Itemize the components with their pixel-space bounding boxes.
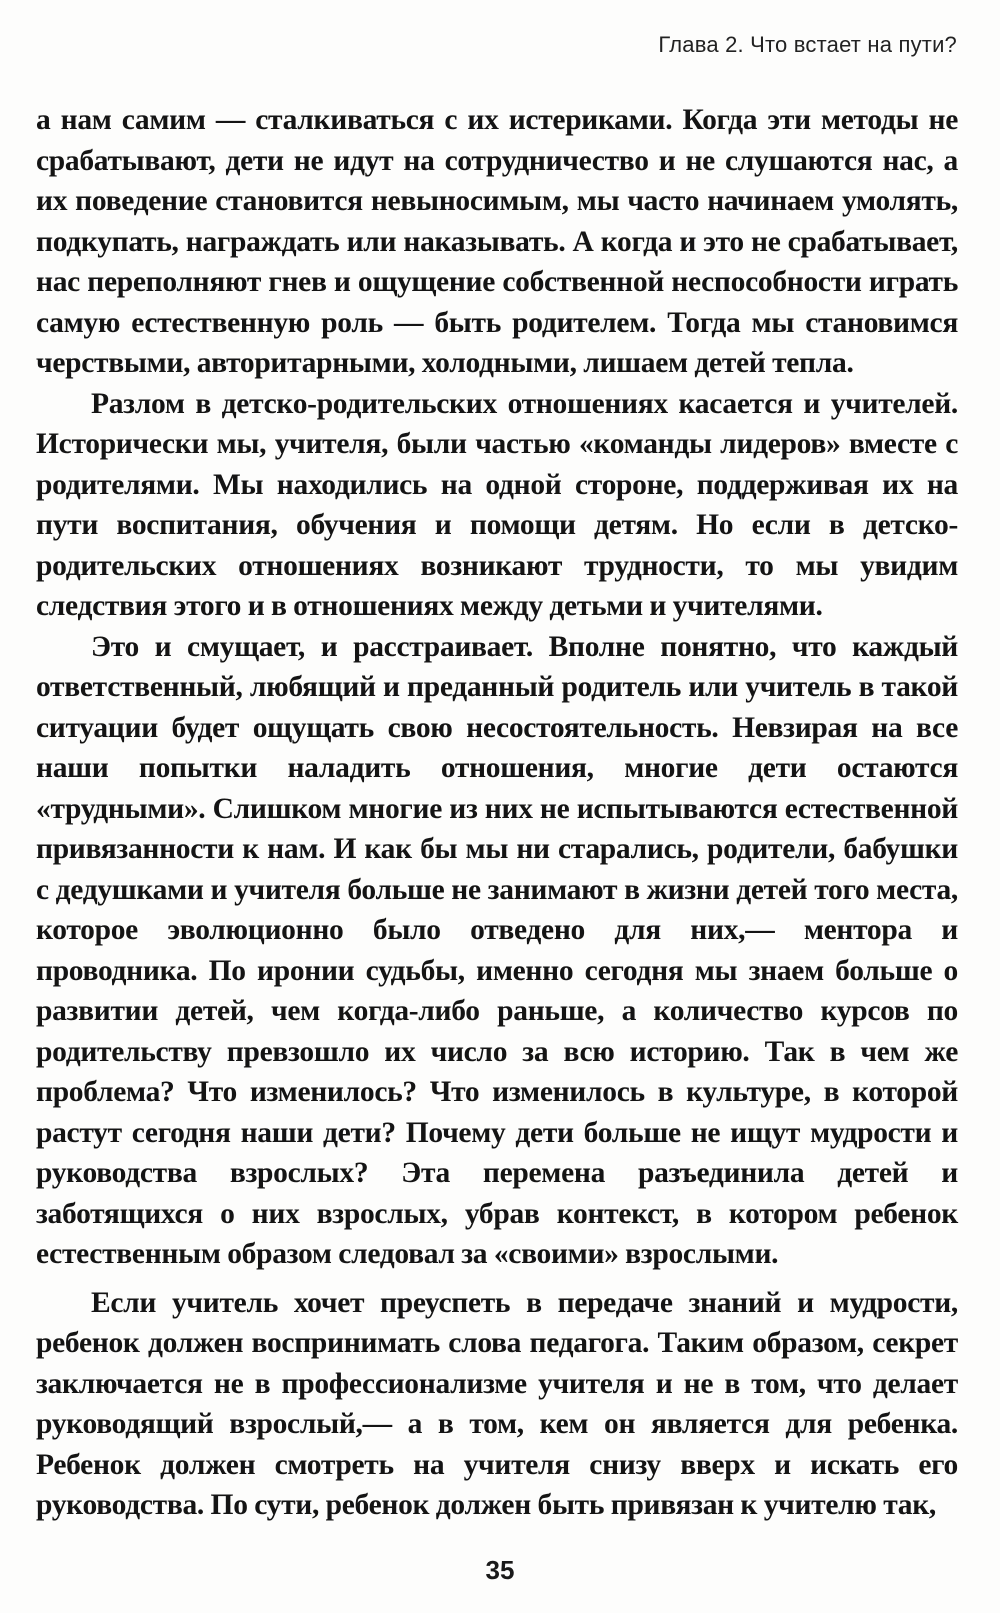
- page-number: 35: [485, 1555, 515, 1585]
- paragraph: Разлом в детско-родительских отношениях касается и учителей. Исторически мы, учителя, были частью «команды лидеров» вместе с родителями. Мы находились на одной стороне, поддерживая их на пути воспитания, обучения и помощи детям. Но если в детско-родительских отношениях возникают трудности, то мы увидим следствия этого и в отношениях между детьми и учителями.: [36, 387, 958, 622]
- paragraph-continuation: а нам самим — сталкиваться с их истериками. Когда эти методы не срабатывают, дети не идут на сотрудничество и не слушаются нас, а их поведение становится невыносимым, мы часто начинаем умолять, подкупать, награждать или наказывать. А когда и это не срабатывает, нас переполняют гнев и ощущение собственной неспособности играть самую естественную роль — быть родителем. Тогда мы становимся черствыми, авторитарными, холодными, лишаем детей тепла.: [36, 104, 958, 379]
- paragraph: Если учитель хочет преуспеть в передаче знаний и мудрости, ребенок должен воспринимать слова педагога. Таким образом, секрет заключается не в профессионализме учителя и не в том, что делает руководящий взрослый,— а в том, кем он является для ребенка. Ребенок должен смотреть на учителя снизу вверх и искать его руководства. По сути, ребенок должен быть привязан к учителю так,: [36, 1286, 958, 1521]
- running-head: Глава 2. Что встает на пути?: [658, 32, 957, 57]
- paragraph: Это и смущает, и расстраивает. Вполне понятно, что каждый ответственный, любящий и преданный родитель или учитель в такой ситуации будет ощущать свою несостоятельность. Невзирая на все наши попытки наладить отношения, многие дети остаются «трудными». Слишком многие из них не испытываются естественной привязанности к нам. И как бы мы ни старались, родители, бабушки с дедушками и учителя больше не занимают в жизни детей того места, которое эволюционно было отведено для них,— ментора и проводника. По иронии судьбы, именно сегодня мы знаем больше о развитии детей, чем когда-либо раньше, а количество курсов по родительству превзошло их число за всю историю. Так в чем же проблема? Что изменилось? Что изменилось в культуре, в которой растут сегодня наши дети? Почему дети больше не ищут мудрости и руководства взрослых? Эта перемена разъединила детей и заботящихся о них взрослых, убрав контекст, в котором ребенок естественным образом следовал за «своими» взрослыми.: [36, 630, 958, 1270]
- body-text: [36, 100, 958, 1526]
